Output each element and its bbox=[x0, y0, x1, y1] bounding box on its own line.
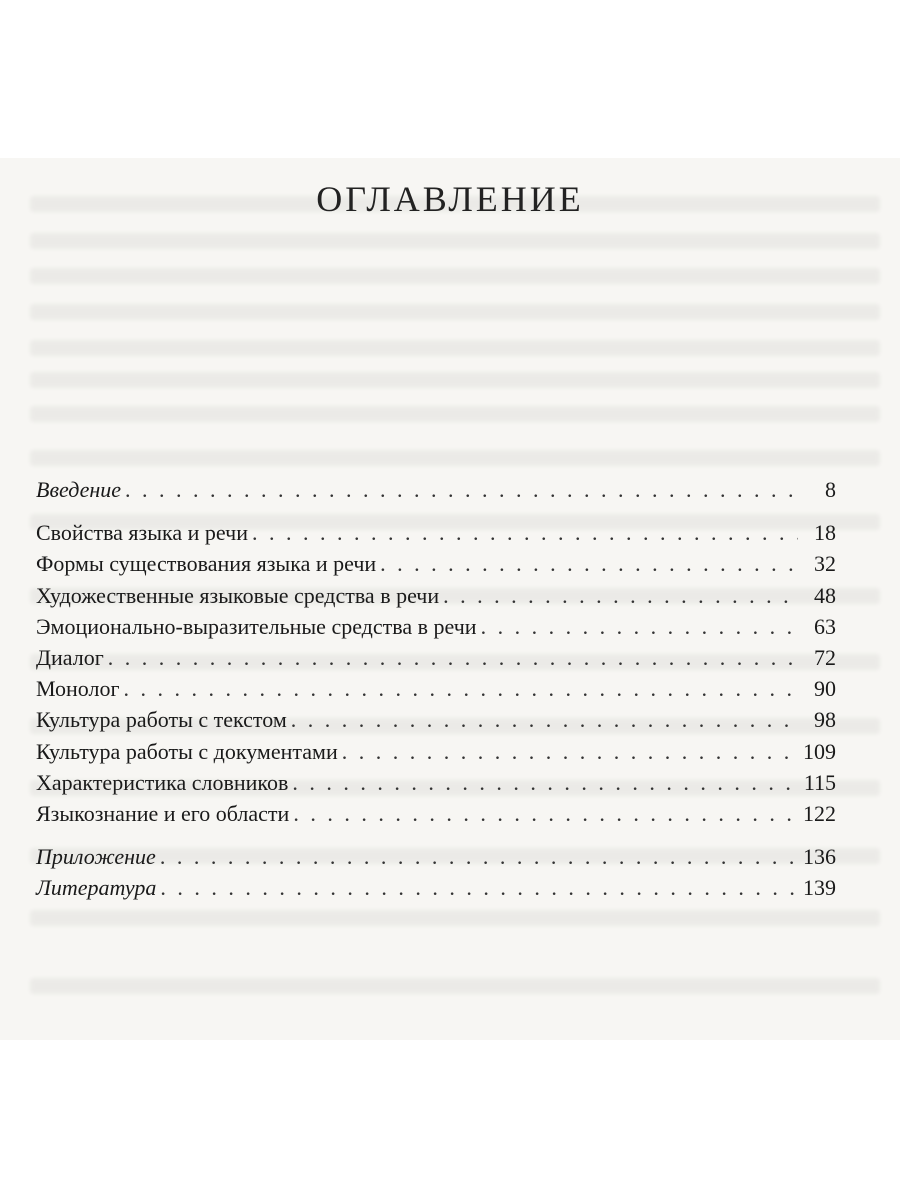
bleed-through-line bbox=[30, 304, 880, 320]
bleed-through-line bbox=[30, 450, 880, 466]
toc-entry-title: Литература bbox=[36, 875, 157, 901]
toc-page-number: 32 bbox=[814, 551, 836, 577]
toc-entry-title: Языкознание и его области bbox=[36, 800, 290, 826]
toc-page-number: 122 bbox=[803, 800, 836, 826]
toc-entry bbox=[36, 642, 836, 673]
toc-entry-title: Художественные языковые средства в речи bbox=[36, 582, 440, 608]
dot-leader bbox=[160, 841, 798, 872]
toc-entry-title: Характеристика словников bbox=[36, 769, 289, 795]
toc-entry-title: Введение bbox=[36, 477, 122, 502]
toc-entry-title: Приложение bbox=[36, 844, 156, 870]
dot-leader bbox=[293, 798, 798, 829]
toc-entry bbox=[36, 841, 836, 872]
toc-entry-title: Эмоционально-выразительные средства в речи bbox=[36, 613, 477, 639]
toc-page-number: 8 bbox=[825, 477, 836, 502]
table-of-contents bbox=[36, 474, 836, 903]
bleed-through-line bbox=[30, 268, 880, 284]
dot-leader bbox=[443, 580, 798, 611]
bleed-through-line bbox=[30, 340, 880, 356]
toc-page-number: 136 bbox=[803, 844, 836, 870]
toc-entry bbox=[36, 474, 836, 505]
toc-entry bbox=[36, 611, 836, 642]
toc-page-number: 72 bbox=[814, 644, 836, 670]
toc-page-number: 139 bbox=[803, 875, 836, 901]
dot-leader bbox=[291, 704, 798, 735]
toc-page-number: 98 bbox=[814, 707, 836, 733]
toc-entry bbox=[36, 673, 836, 704]
toc-entry bbox=[36, 704, 836, 735]
bleed-through-line bbox=[30, 978, 880, 994]
toc-entry-title: Культура работы с текстом bbox=[36, 707, 287, 733]
dot-leader bbox=[292, 767, 798, 798]
toc-entry bbox=[36, 517, 836, 548]
dot-leader bbox=[252, 517, 798, 548]
toc-page-number: 48 bbox=[814, 582, 836, 608]
toc-entry-title: Диалог bbox=[36, 644, 104, 670]
toc-entry-title: Свойства языка и речи bbox=[36, 520, 248, 546]
bleed-through-line bbox=[30, 233, 880, 249]
dot-leader bbox=[342, 736, 798, 767]
toc-entry bbox=[36, 872, 836, 903]
toc-entry bbox=[36, 580, 836, 611]
dot-leader bbox=[160, 872, 798, 903]
toc-page-number: 90 bbox=[814, 676, 836, 702]
toc-entry bbox=[36, 798, 836, 829]
toc-page-number: 63 bbox=[814, 613, 836, 639]
dot-leader bbox=[125, 474, 798, 505]
toc-entry-title: Формы существования языка и речи bbox=[36, 551, 377, 577]
bleed-through-line bbox=[30, 372, 880, 388]
page-title: ОГЛАВЛЕНИЕ bbox=[316, 179, 584, 219]
toc-entry bbox=[36, 736, 836, 767]
dot-leader bbox=[124, 673, 799, 704]
toc-entry bbox=[36, 767, 836, 798]
bleed-through-line bbox=[30, 406, 880, 422]
toc-page-number: 18 bbox=[814, 520, 836, 546]
dot-leader bbox=[481, 611, 798, 642]
toc-page-number: 109 bbox=[803, 738, 836, 764]
dot-leader bbox=[108, 642, 798, 673]
toc-entry-title: Монолог bbox=[36, 676, 120, 702]
book-page bbox=[0, 158, 900, 1040]
dot-leader bbox=[380, 548, 798, 579]
bleed-through-line bbox=[30, 910, 880, 926]
toc-page-number: 115 bbox=[803, 769, 836, 795]
toc-entry-title: Культура работы с документами bbox=[36, 738, 338, 764]
toc-entry bbox=[36, 548, 836, 579]
